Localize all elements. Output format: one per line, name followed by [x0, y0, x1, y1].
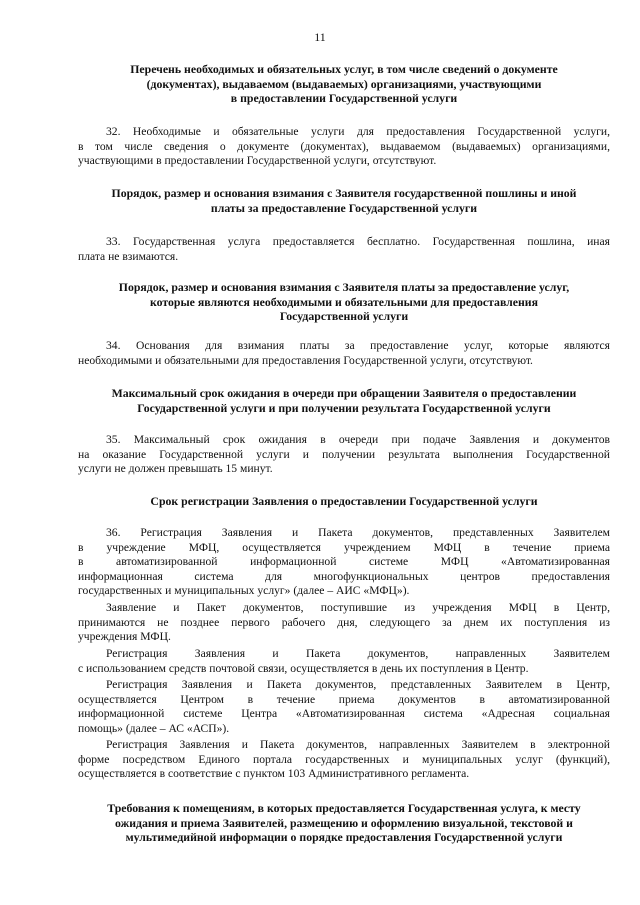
text-line: услуги не должен превышать 15 минут.	[78, 462, 273, 476]
page-number: 11	[314, 30, 326, 44]
section-heading	[78, 280, 610, 324]
text-line: Заявление и Пакет документов, поступившие из учреждения МФЦ в Центр,	[106, 601, 610, 614]
heading-line: Порядок, размер и основания взимания с Заявителя государственной пошлины и иной	[111, 186, 577, 200]
paragraph	[78, 647, 610, 676]
text-line: 35. Максимальный срок ожидания в очереди при подаче Заявления и документов	[106, 433, 610, 446]
text-line: принимаются не позднее первого рабочего дня, следующего за днем их поступления из	[78, 615, 610, 629]
text-line: учреждения МФЦ.	[78, 630, 171, 644]
section-heading	[78, 62, 610, 106]
heading-line: Государственной услуги	[279, 309, 409, 324]
text-line: необходимыми и обязательными для предоставления Государственной услуги, отсутствуют.	[78, 353, 533, 367]
paragraph	[78, 526, 610, 599]
text-line: на оказание Государственной услуги и получении результата выполнения Государственной	[78, 447, 610, 461]
text-line: Регистрация Заявления и Пакета документов, направленных Заявителем	[106, 647, 610, 660]
paragraph	[78, 738, 610, 782]
text-line: в автоматизированной информационной системе МФЦ «Автоматизированная	[78, 555, 610, 569]
text-line: государственных и муниципальных услуг» (далее – АИС «МФЦ»).	[78, 584, 410, 598]
heading-line: ожидания и приема Заявителей, размещению и оформлению визуальной, текстовой и	[115, 815, 573, 830]
heading-line: Перечень необходимых и обязательных услуг, в том числе сведений о документе	[130, 62, 558, 76]
section-heading	[78, 801, 610, 845]
text-line: участвующими в предоставлении Государственной услуги, отсутствуют.	[78, 154, 437, 168]
heading-line: в предоставлении Государственной услуги	[230, 91, 458, 106]
text-line: информационная система для многофункциональных центров предоставления	[78, 569, 610, 583]
text-line: 32. Необходимые и обязательные услуги для предоставления Государственной услуги,	[106, 125, 610, 138]
section-heading	[78, 186, 610, 215]
text-line: помощь» (далее – АС «АСП»).	[78, 721, 230, 735]
text-line: Регистрация Заявления и Пакета документов, направленных Заявителем в электронной	[106, 738, 610, 751]
text-line: в том числе сведения о документе (документах), выдаваемом (выдаваемых) организациями,	[78, 139, 610, 153]
text-line: 36. Регистрация Заявления и Пакета документов, представленных Заявителем	[106, 526, 610, 539]
heading-line: Срок регистрации Заявления о предоставлении Государственной услуги	[150, 494, 538, 508]
text-line: с использованием средств почтовой связи, осуществляется в день их поступления в Центр.	[78, 661, 529, 675]
paragraph	[78, 601, 610, 645]
heading-line: Порядок, размер и основания взимания с Заявителя платы за предоставление услуг,	[118, 280, 570, 294]
text-line: плата не взимаются.	[78, 249, 179, 263]
heading-line: которые являются необходимыми и обязательными для предоставления	[149, 294, 538, 309]
paragraph	[78, 678, 610, 736]
text-line: осуществляется в соответствие с пунктом 103 Административного регламента.	[78, 767, 470, 781]
heading-line: Государственной услуги и при получении результата Государственной услуги	[137, 400, 551, 415]
paragraph	[78, 125, 610, 169]
paragraph	[78, 339, 610, 368]
text-line: информационной системе Центра «Автоматизированная система «Адресная социальная	[78, 707, 610, 721]
text-line: в учреждение МФЦ, осуществляется учреждением МФЦ в течение приема	[78, 540, 610, 554]
heading-line: Требования к помещениям, в которых предоставляется Государственная услуга, к месту	[107, 801, 581, 815]
paragraph	[78, 433, 610, 477]
heading-line: платы за предоставление Государственной услуги	[210, 200, 478, 215]
heading-line: мультимедийной информации о порядке предоставления Государственной услуги	[125, 830, 563, 845]
paragraph	[78, 235, 610, 264]
text-line: осуществляется Центром в течение приема документов в автоматизированной	[78, 692, 610, 706]
text-line: 34. Основания для взимания платы за предоставление услуг, которые являются	[106, 339, 610, 352]
text-line: форме посредством Единого портала государственных и муниципальных услуг (функций),	[78, 752, 610, 766]
heading-line: Максимальный срок ожидания в очереди при обращении Заявителя о предоставлении	[111, 386, 577, 400]
section-heading	[78, 386, 610, 415]
text-line: Регистрация Заявления и Пакета документов, представленных Заявителем в Центр,	[106, 678, 610, 691]
section-heading	[78, 494, 610, 509]
text-line: 33. Государственная услуга предоставляется бесплатно. Государственная пошлина, иная	[106, 235, 610, 248]
heading-line: (документах), выдаваемом (выдаваемых) организациями, участвующими	[146, 76, 542, 91]
